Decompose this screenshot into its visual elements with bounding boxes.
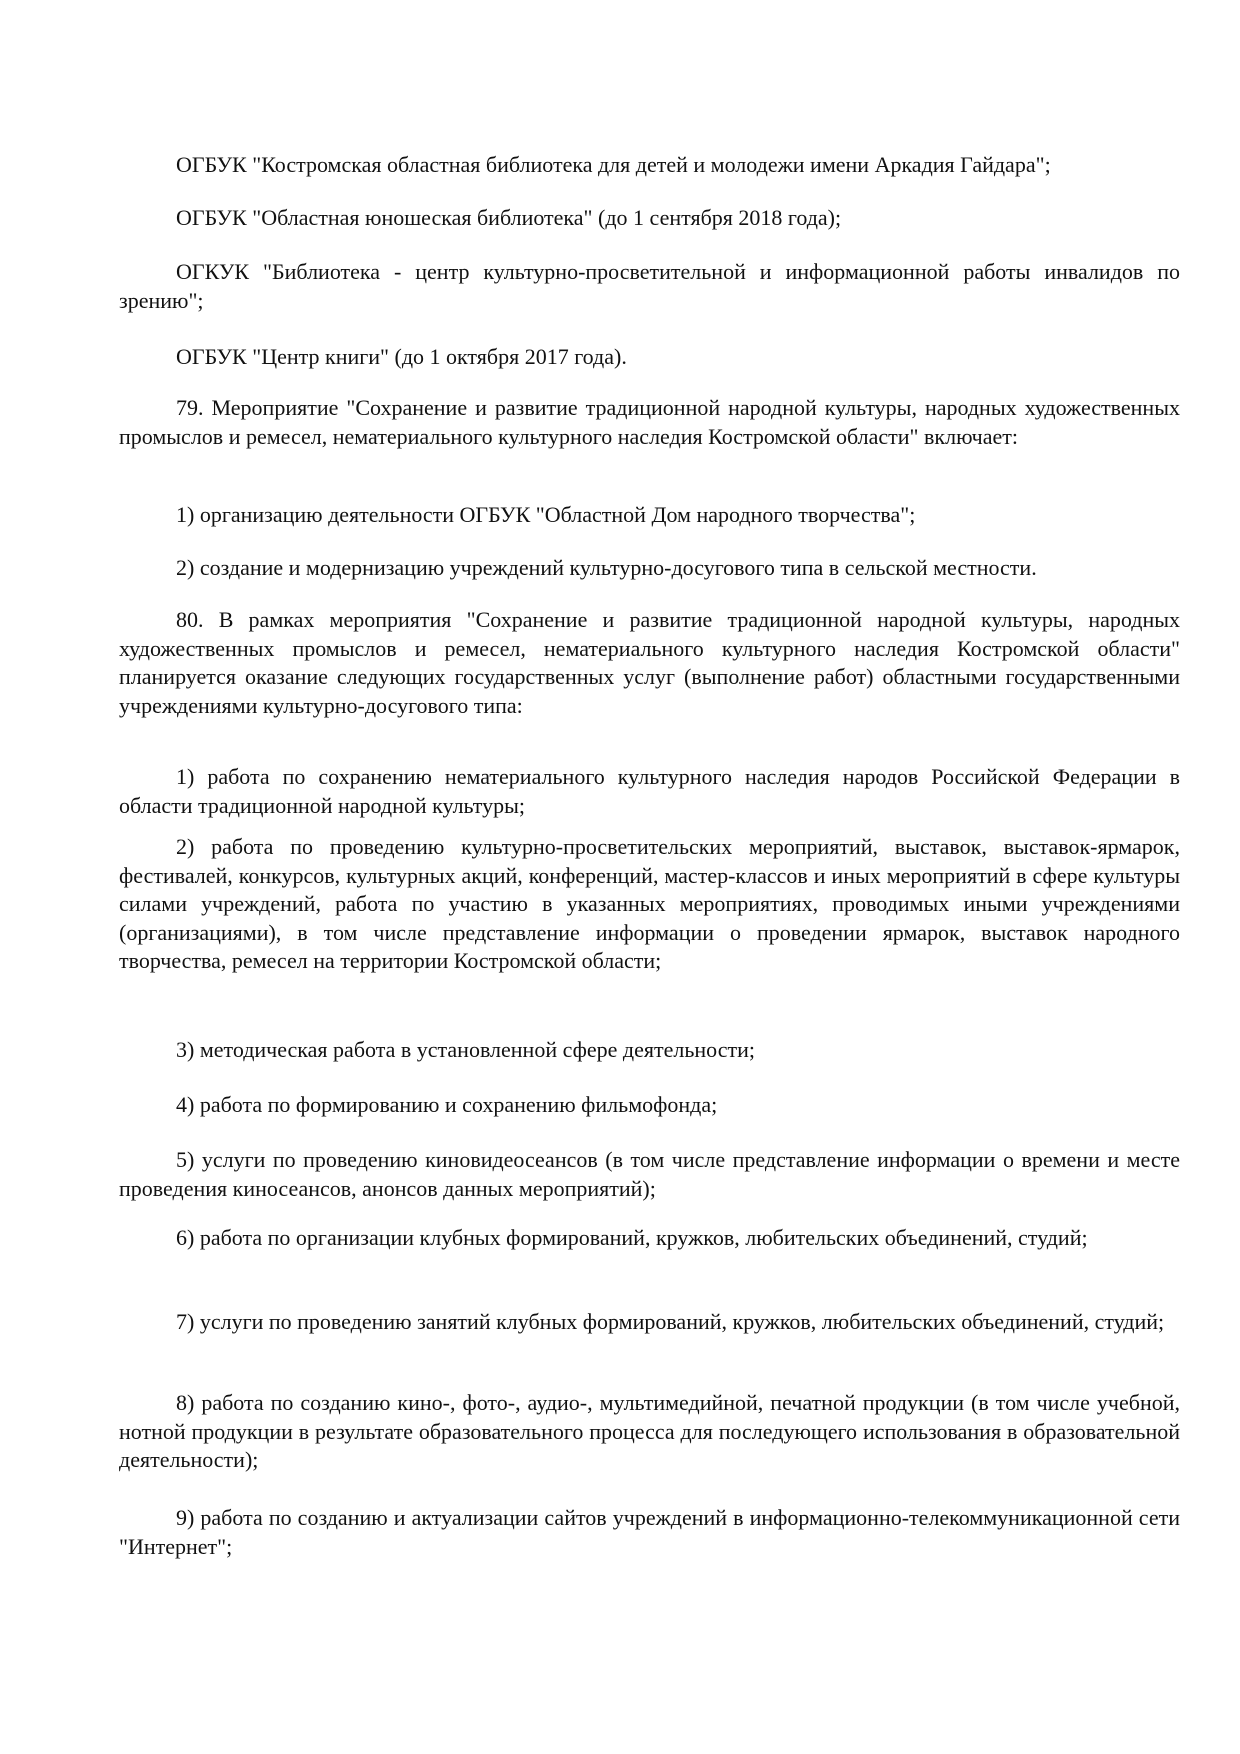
paragraph-80-services: 80. В рамках мероприятия "Сохранение и развитие традиционной народной культуры, народных художественных промыслов и ремесел, нематериального культурного наследия Костромской области" планируется оказание следующих государственных услуг (выполнение работ) областными государственными учреждениями культурно-досугового типа: (119, 607, 1180, 718)
paragraph-80-item-6: 6) работа по организации клубных формирований, кружков, любительских объединений, студий; (176, 1225, 1088, 1250)
paragraph-80-item-3: 3) методическая работа в установленной сфере деятельности; (176, 1037, 755, 1062)
paragraph-80-item-8: 8) работа по созданию кино-, фото-, аудио-, мультимедийной, печатной продукции (в том числе учебной, нотной продукции в результате образовательного процесса для последующего использования в образовательной деятельности); (119, 1390, 1180, 1472)
paragraph-library-visually-impaired: ОГКУК "Библиотека - центр культурно-просветительной и информационной работы инвалидов по зрению"; (119, 259, 1180, 313)
paragraph-80-item-9: 9) работа по созданию и актуализации сайтов учреждений в информационно-телекоммуникационной сети "Интернет"; (119, 1505, 1180, 1559)
paragraph-80-item-2: 2) работа по проведению культурно-просветительских мероприятий, выставок, выставок-ярмарок, фестивалей, конкурсов, культурных акций, конференций, мастер-классов и иных мероприятий в сфере культуры силами учреждений, работа по участию в указанных мероприятиях, проводимых иными учреждениями (организациями), в том числе представление информации о проведении ярмарок, выставок народного творчества, ремесел на территории Костромской области; (119, 834, 1180, 973)
paragraph-79-item-1: 1) организацию деятельности ОГБУК "Областной Дом народного творчества"; (176, 502, 916, 527)
paragraph-80-item-1: 1) работа по сохранению нематериального культурного наследия народов Российской Федерации в области традиционной народной культуры; (119, 764, 1180, 818)
paragraph-book-center: ОГБУК "Центр книги" (до 1 октября 2017 года). (176, 344, 627, 369)
paragraph-79-measure: 79. Мероприятие "Сохранение и развитие традиционной народной культуры, народных художественных промыслов и ремесел, нематериального культурного наследия Костромской области" включает: (119, 395, 1180, 449)
paragraph-79-item-2: 2) создание и модернизацию учреждений культурно-досугового типа в сельской местности. (176, 555, 1037, 580)
paragraph-80-item-5: 5) услуги по проведению киновидеосеансов (в том числе представление информации о времени и месте проведения киносеансов, анонсов данных мероприятий); (119, 1147, 1180, 1201)
paragraph-youth-library: ОГБУК "Областная юношеская библиотека" (до 1 сентября 2018 года); (176, 205, 842, 230)
paragraph-80-item-4: 4) работа по формированию и сохранению фильмофонда; (176, 1092, 718, 1117)
paragraph-library-gaidar: ОГБУК "Костромская областная библиотека для детей и молодежи имени Аркадия Гайдара"; (176, 152, 1051, 177)
paragraph-80-item-7: 7) услуги по проведению занятий клубных формирований, кружков, любительских объединений, студий; (176, 1309, 1165, 1334)
